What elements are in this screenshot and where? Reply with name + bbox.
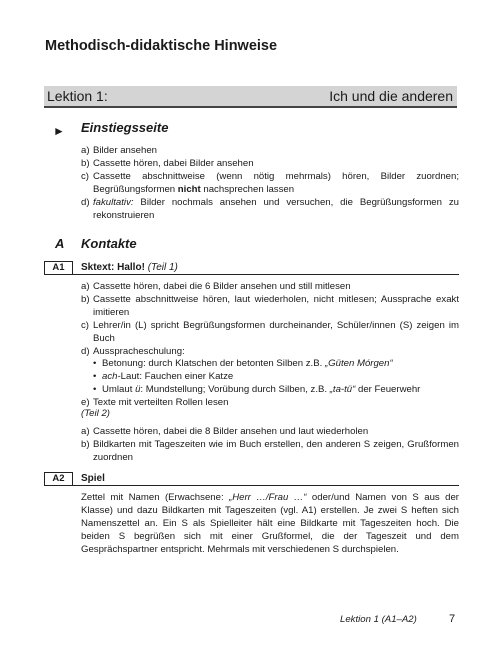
triangle-marker-icon: ► — [53, 124, 65, 138]
bullet-icon: • — [93, 358, 97, 370]
list-item: a) Cassette hören, dabei die 8 Bilder ansehen und laut wiederholen — [81, 426, 369, 437]
section-a-marker: A — [55, 236, 65, 251]
list-item: b) Cassette hören, dabei Bilder ansehen — [81, 157, 254, 169]
bullet-icon: • — [93, 371, 97, 383]
a1-title: Sktext: Hallo! (Teil 1) — [81, 262, 178, 273]
a1-divider — [44, 274, 459, 275]
list-item: a) Bilder ansehen — [81, 145, 158, 156]
list-item: c) Lehrer/in (L) spricht Begrüßungsformen durcheinander, Schüler/innen (S) zeigen im Buch — [81, 319, 459, 344]
list-item: a) Cassette hören, dabei die 6 Bilder ansehen und still mitlesen — [81, 281, 351, 292]
section-a-heading: Kontakte — [81, 236, 137, 251]
a2-title: Spiel — [81, 473, 105, 484]
list-item: e) Texte mit verteilten Rollen lesen — [81, 397, 229, 409]
a2-tag: A2 — [44, 472, 73, 486]
lesson-name: Ich und die anderen — [329, 88, 453, 104]
list-item: b) Bildkarten mit Tageszeiten wie im Buch erstellen, den anderen S zeigen, Grußformen zuordnen — [81, 438, 459, 463]
bullet-icon: • — [93, 384, 97, 396]
list-item: d) fakultativ: Bilder nochmals ansehen und versuchen, die Begrüßungsformen zu rekonstruieren — [81, 196, 459, 221]
a1-list — [81, 281, 459, 410]
sub-list-item: • Betonung: durch Klatschen der betonten Silben z.B. „Güten Mórgen“ — [93, 358, 393, 370]
list-item: d) Ausspracheschulung: — [81, 345, 185, 357]
a2-divider — [44, 485, 459, 486]
footer-reference: Lektion 1 (A1–A2) — [340, 614, 417, 625]
einstieg-list — [81, 145, 459, 222]
einstieg-heading-row — [53, 122, 65, 140]
lesson-header-bar — [44, 86, 457, 108]
a1-part2-list — [81, 426, 459, 465]
a2-paragraph: Zettel mit Namen (Erwachsene: „Herr …/Frau …“ oder/und Namen von S aus der Klasse) und dazu Bildkarten mit Tageszeiten (vgl. A1) erstellen. Je zwei S heften sich Namenszettel an. Ein S als Spielleiter hält eine Bildkarte mit Tageszeiten hoch. Die beiden S begrüßen sich mit einer Grußformel, die der Tageszeit und dem Gesprächspartner entspricht. Mehrmals mit verschiedenen S durchspielen. — [81, 492, 460, 555]
a1-part2 — [81, 408, 459, 421]
einstieg-heading: Einstiegsseite — [81, 120, 169, 135]
page-number: 7 — [449, 613, 456, 625]
lesson-label: Lektion 1: — [47, 88, 108, 104]
document-title: Methodisch-didaktische Hinweise — [45, 38, 278, 54]
list-item: b) Cassette abschnittweise hören, laut wiederholen, nicht mitlesen; Aussprache exakt imitieren — [81, 293, 459, 318]
part2-label: (Teil 2) — [81, 408, 110, 419]
a1-tag: A1 — [44, 261, 73, 275]
list-item: c) Cassette abschnittweise (wenn nötig mehrmals) hören, Bilder zuordnen; Begrüßungsformen nicht nachsprechen lassen — [81, 170, 459, 195]
sub-list-item: • ach-Laut: Fauchen einer Katze — [93, 371, 234, 383]
sub-list-item: • Umlaut ü: Mundstellung; Vorübung durch Silben, z.B. „ta-tü“ der Feuerwehr — [93, 384, 421, 396]
